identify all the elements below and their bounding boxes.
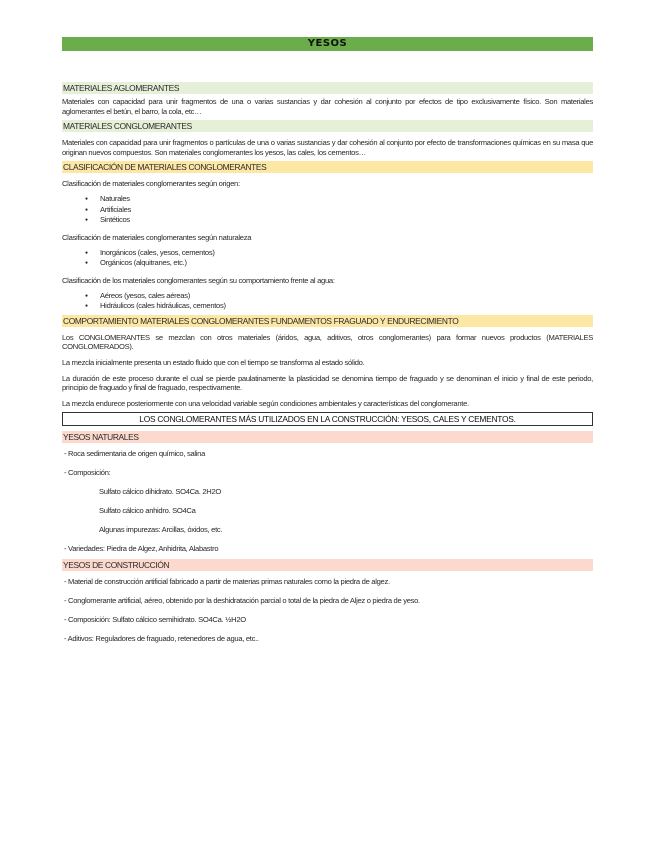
composicion-anhidro: Sulfato cálcico anhidro. SO4Ca	[99, 506, 196, 516]
water-intro: Clasificación de los materiales conglomerantes según su comportamiento frente al agua:	[62, 275, 335, 285]
yesos-construccion-material: - Material de construcción artificial fabricado a partir de materias primas naturales como la piedra de algez.	[64, 577, 390, 587]
list-item: ● Hidráulicos (cales hidráulicas, cementos)	[62, 301, 593, 312]
yesos-construccion-aditivos: - Aditivos: Reguladores de fraguado, retenedores de agua, etc..	[64, 634, 259, 644]
list-item: ● Naturales	[62, 194, 593, 205]
boxed-heading-conglomerantes: LOS CONGLOMERANTES MÁS UTILIZADOS EN LA CONSTRUCCIÓN: YESOS, CALES Y CEMENTOS.	[62, 412, 593, 426]
list-item: ● Artificiales	[62, 205, 593, 216]
section-heading-clasificacion: CLASIFICACIÓN DE MATERIALES CONGLOMERANTES	[62, 161, 593, 173]
origin-intro: Clasificación de materiales conglomerantes según origen:	[62, 179, 240, 189]
paragraph-aglomerantes: Materiales con capacidad para unir fragmentos de una o varias sustancias y dar cohesión al conjunto por efectos de tipo exclusivamente físico. Son materiales aglomerantes el betún, el barro, la cola, etc…	[62, 97, 593, 116]
list-item: ● Inorgánicos (cales, yesos, cementos)	[62, 248, 593, 259]
yesos-construccion-composicion: - Composición: Sulfato cálcico semihidrato. SO4Ca. ½H2O	[64, 615, 246, 625]
list-item: ● Sintéticos	[62, 215, 593, 226]
list-item: ● Orgánicos (alquitranes, etc.)	[62, 258, 593, 269]
water-list	[62, 291, 593, 312]
paragraph-estado-fluido: La mezcla inicialmente presenta un estado fluido que con el tiempo se transforma al estado sólido.	[62, 358, 365, 368]
yesos-naturales-variedades: - Variedades: Piedra de Algez, Anhidrita, Alabastro	[64, 544, 219, 554]
list-item: ● Aéreos (yesos, cales aéreas)	[62, 291, 593, 302]
composicion-dihidrato: Sulfato cálcico dihidrato. SO4Ca. 2H2O	[99, 487, 221, 497]
section-heading-comportamiento: COMPORTAMIENTO MATERIALES CONGLOMERANTES FUNDAMENTOS FRAGUADO Y ENDURECIMIENTO	[62, 315, 593, 327]
section-heading-aglomerantes: MATERIALES AGLOMERANTES	[62, 82, 593, 94]
yesos-naturales-roca: - Roca sedimentaria de origen químico, salina	[64, 449, 205, 459]
paragraph-conglomerantes: Materiales con capacidad para unir fragmentos o partículas de una o varias sustancias y dar cohesión al conjunto por efecto de transformaciones químicas en su masa que originan nuevos compuestos. Son materiales conglomerantes los yesos, las cales, los cementos…	[62, 138, 593, 157]
section-heading-conglomerantes: MATERIALES CONGLOMERANTES	[62, 120, 593, 132]
nature-list	[62, 248, 593, 269]
origin-list	[62, 194, 593, 226]
paragraph-fraguado: La duración de este proceso durante el cual se pierde paulatinamente la plasticidad se denomina tiempo de fraguado y se denominan el inicio y final de este periodo, principio de fraguado y final de fraguado, respectivamente.	[62, 373, 593, 393]
section-heading-yesos-naturales: YESOS NATURALES	[62, 431, 593, 443]
section-heading-yesos-construccion: YESOS DE CONSTRUCCIÓN	[62, 559, 593, 571]
document-title: YESOS	[62, 37, 593, 51]
composicion-impurezas: Algunas impurezas: Arcillas, óxidos, etc.	[99, 525, 223, 535]
yesos-naturales-composicion: - Composición:	[64, 468, 111, 478]
nature-intro: Clasificación de materiales conglomerantes según naturaleza	[62, 232, 252, 242]
yesos-construccion-conglomerante: - Conglomerante artificial, aéreo, obtenido por la deshidratación parcial o total de la piedra de Aljez o piedra de yeso.	[64, 596, 420, 606]
paragraph-mezcla: Los CONGLOMERANTES se mezclan con otros materiales (áridos, agua, aditivos, otros conglomerantes) para formar nuevos productos (MATERIALES CONGLOMERADOS).	[62, 332, 593, 352]
paragraph-endurecimiento: La mezcla endurece posteriormente con una velocidad variable según condiciones ambientales y características del conglomerante.	[62, 398, 469, 408]
document-page	[62, 37, 593, 644]
